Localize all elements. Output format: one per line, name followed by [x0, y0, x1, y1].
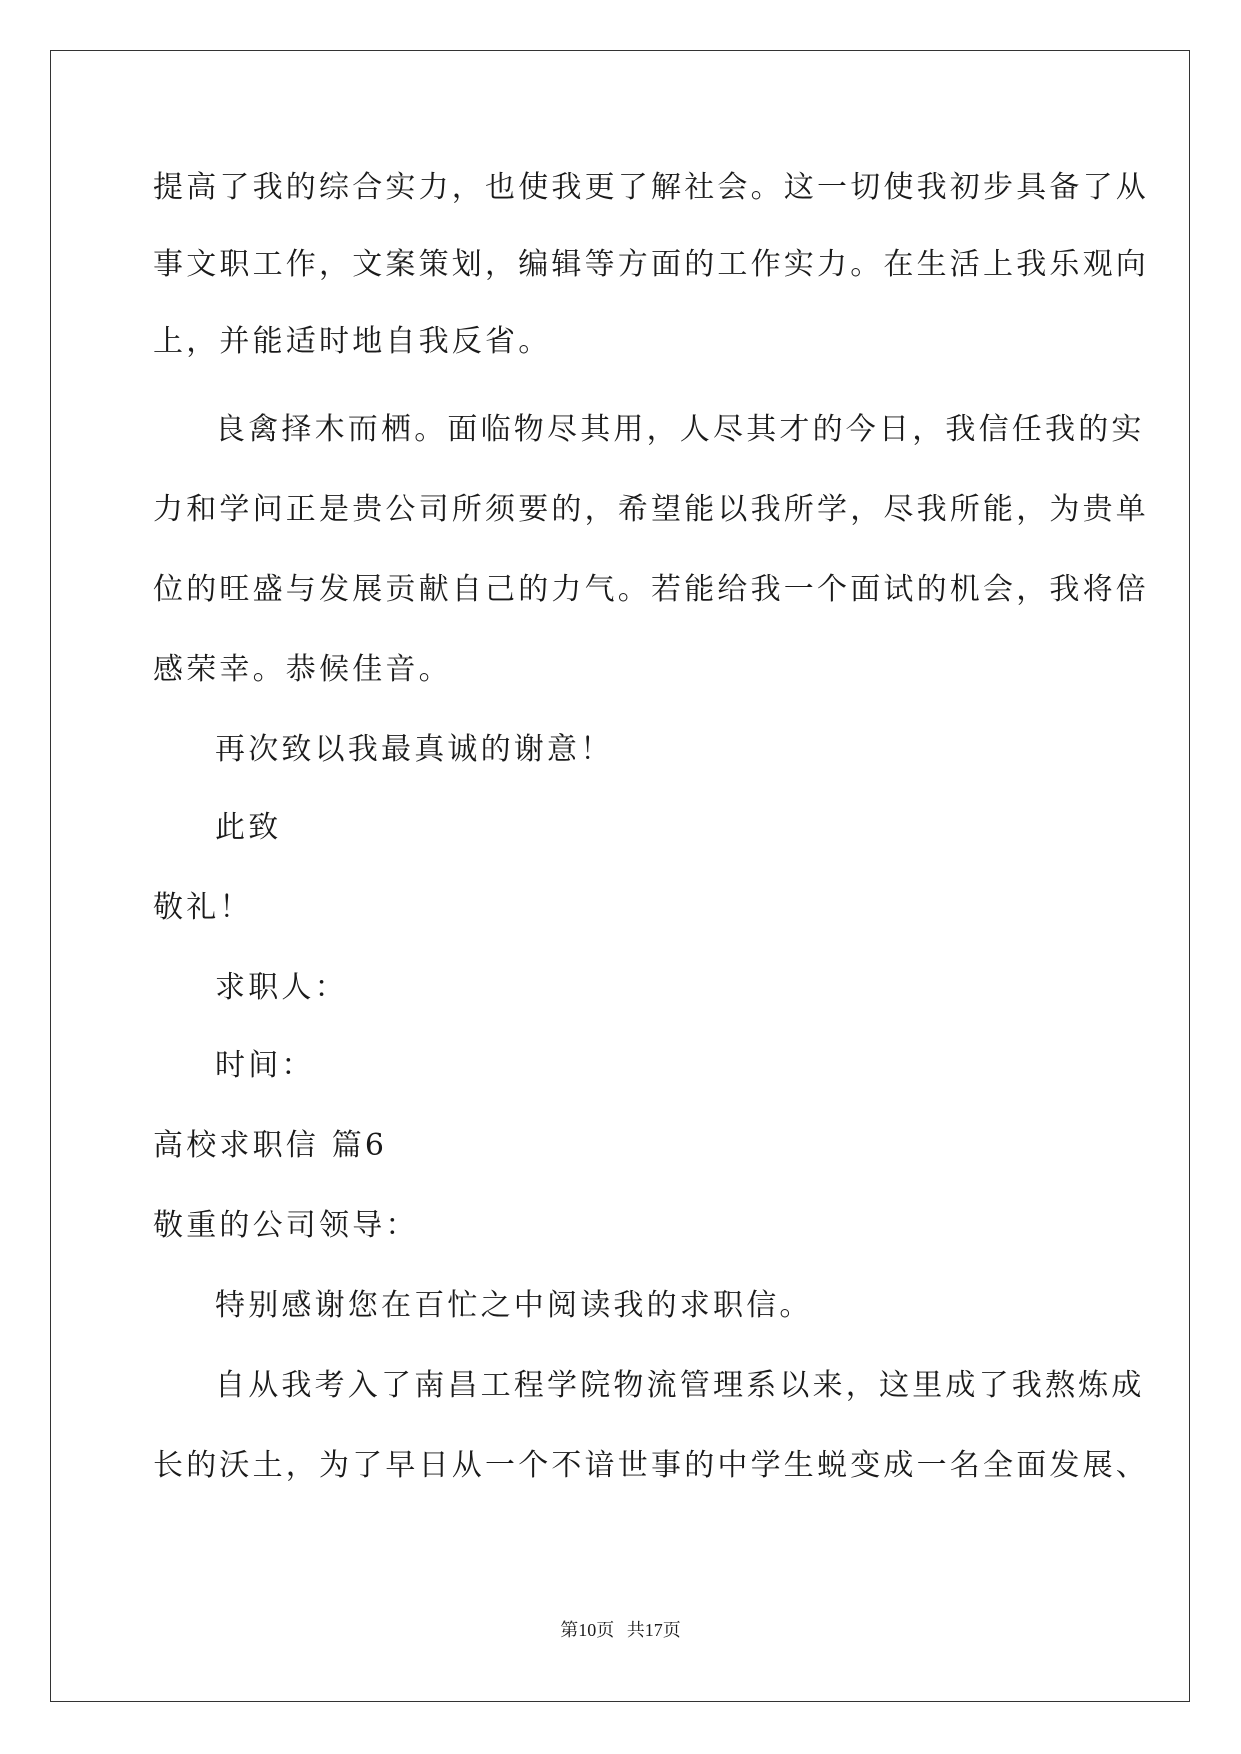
text-line: 长的沃土，为了早日从一个不谙世事的中学生蜕变成一名全面发展、: [153, 1448, 1149, 1483]
section-heading: 高校求职信 篇6: [153, 1128, 388, 1163]
text-line: 力和学问正是贵公司所须要的，希望能以我所学，尽我所能，为贵单: [153, 492, 1149, 527]
applicant-line: 求职人：: [215, 970, 348, 1005]
page-footer: [0, 1618, 1241, 1642]
date-line: 时间：: [215, 1048, 315, 1083]
closing-line: 敬礼！: [153, 890, 253, 925]
paragraph-line: 再次致以我最真诚的谢意！: [215, 732, 614, 767]
text-line: 上，并能适时地自我反省。: [153, 324, 552, 359]
paragraph-line: 自从我考入了南昌工程学院物流管理系以来，这里成了我熬炼成: [215, 1368, 1145, 1403]
text-line: 提高了我的综合实力，也使我更了解社会。这一切使我初步具备了从: [153, 170, 1149, 205]
page-number: 第10页: [560, 1620, 615, 1640]
page-total: 共17页: [626, 1620, 681, 1640]
greeting-line: 敬重的公司领导：: [153, 1208, 419, 1243]
text-line: 感荣幸。恭候佳音。: [153, 652, 452, 687]
text-line: 位的旺盛与发展贡献自己的力气。若能给我一个面试的机会，我将倍: [153, 572, 1149, 607]
paragraph-line: 良禽择木而栖。面临物尽其用，人尽其才的今日，我信任我的实: [215, 412, 1145, 447]
salutation-line: 此致: [215, 810, 282, 845]
text-line: 事文职工作，文案策划，编辑等方面的工作实力。在生活上我乐观向: [153, 247, 1149, 282]
paragraph-line: 特别感谢您在百忙之中阅读我的求职信。: [215, 1288, 813, 1323]
